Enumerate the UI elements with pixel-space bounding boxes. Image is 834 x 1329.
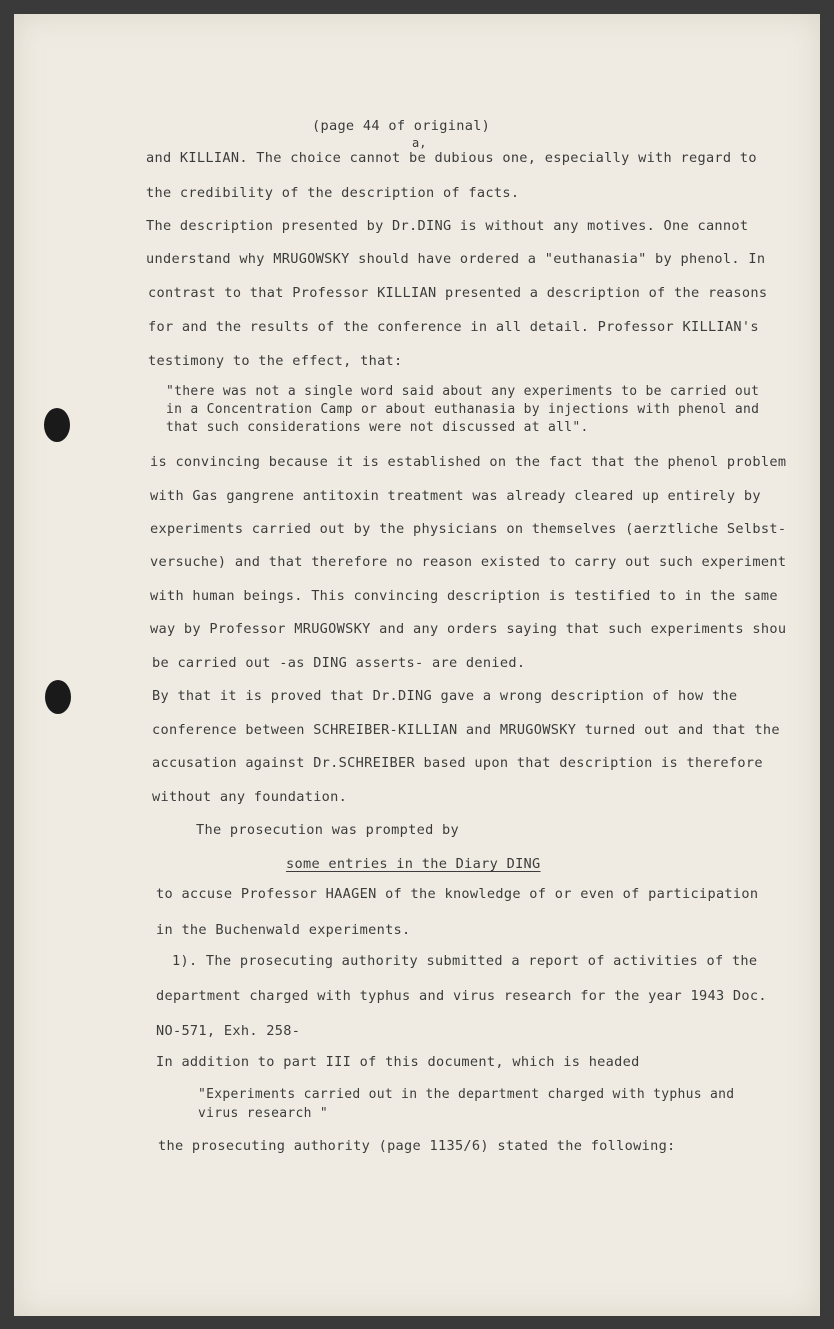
quote-line: that such considerations were not discussed at all". (166, 420, 589, 435)
text-line: versuche) and that therefore no reason existed to carry out such experiment (150, 554, 787, 570)
text-line: 1). The prosecuting authority submitted a report of activities of the (172, 953, 758, 969)
text-line: the prosecuting authority (page 1135/6) stated the following: (158, 1138, 676, 1154)
text-line: contrast to that Professor KILLIAN presented a description of the reasons (148, 285, 768, 301)
text-line: is convincing because it is established on the fact that the phenol problem (150, 454, 787, 470)
text-line: In addition to part III of this document, which is headed (156, 1054, 640, 1070)
insert-mark: a, (412, 136, 427, 150)
text-line: without any foundation. (152, 789, 348, 805)
quote-line: virus research " (198, 1106, 329, 1121)
text-line: with human beings. This convincing description is testified to in the same (150, 588, 778, 604)
text-line: and KILLIAN. The choice cannot be dubious one, especially with regard to (146, 150, 757, 166)
text-line: understand why MRUGOWSKY should have ordered a "euthanasia" by phenol. In (146, 251, 766, 267)
text-line: for and the results of the conference in all detail. Professor KILLIAN's (148, 319, 759, 335)
text-line: way by Professor MRUGOWSKY and any orders saying that such experiments shou (150, 621, 787, 637)
text-line: in the Buchenwald experiments. (156, 922, 411, 938)
text-line: accusation against Dr.SCHREIBER based upon that description is therefore (152, 755, 763, 771)
text-line: department charged with typhus and virus research for the year 1943 Doc. (156, 988, 767, 1004)
text-line: the credibility of the description of facts. (146, 185, 520, 201)
quote-line: in a Concentration Camp or about euthanasia by injections with phenol and (166, 402, 760, 417)
text-line: NO-571, Exh. 258- (156, 1023, 301, 1039)
text-line: The prosecution was prompted by (196, 822, 460, 838)
text-line: with Gas gangrene antitoxin treatment was already cleared up entirely by (150, 488, 761, 504)
punch-hole-top (44, 408, 70, 442)
punch-hole-bottom (45, 680, 71, 714)
underlined-heading: some entries in the Diary DING (286, 856, 541, 872)
text-line: By that it is proved that Dr.DING gave a wrong description of how the (152, 688, 738, 704)
quote-line: "there was not a single word said about any experiments to be carried out (166, 384, 760, 399)
text-line: be carried out -as DING asserts- are denied. (152, 655, 526, 671)
text-line: to accuse Professor HAAGEN of the knowledge of or even of participation (156, 886, 759, 902)
text-line: conference between SCHREIBER-KILLIAN and MRUGOWSKY turned out and that the (152, 722, 780, 738)
text-line: testimony to the effect, that: (148, 353, 403, 369)
text-line: The description presented by Dr.DING is without any motives. One cannot (146, 218, 749, 234)
quote-line: "Experiments carried out in the department charged with typhus and (198, 1087, 735, 1102)
text-line: experiments carried out by the physicians on themselves (aerztliche Selbst- (150, 521, 787, 537)
page-reference: (page 44 of original) (312, 118, 491, 134)
